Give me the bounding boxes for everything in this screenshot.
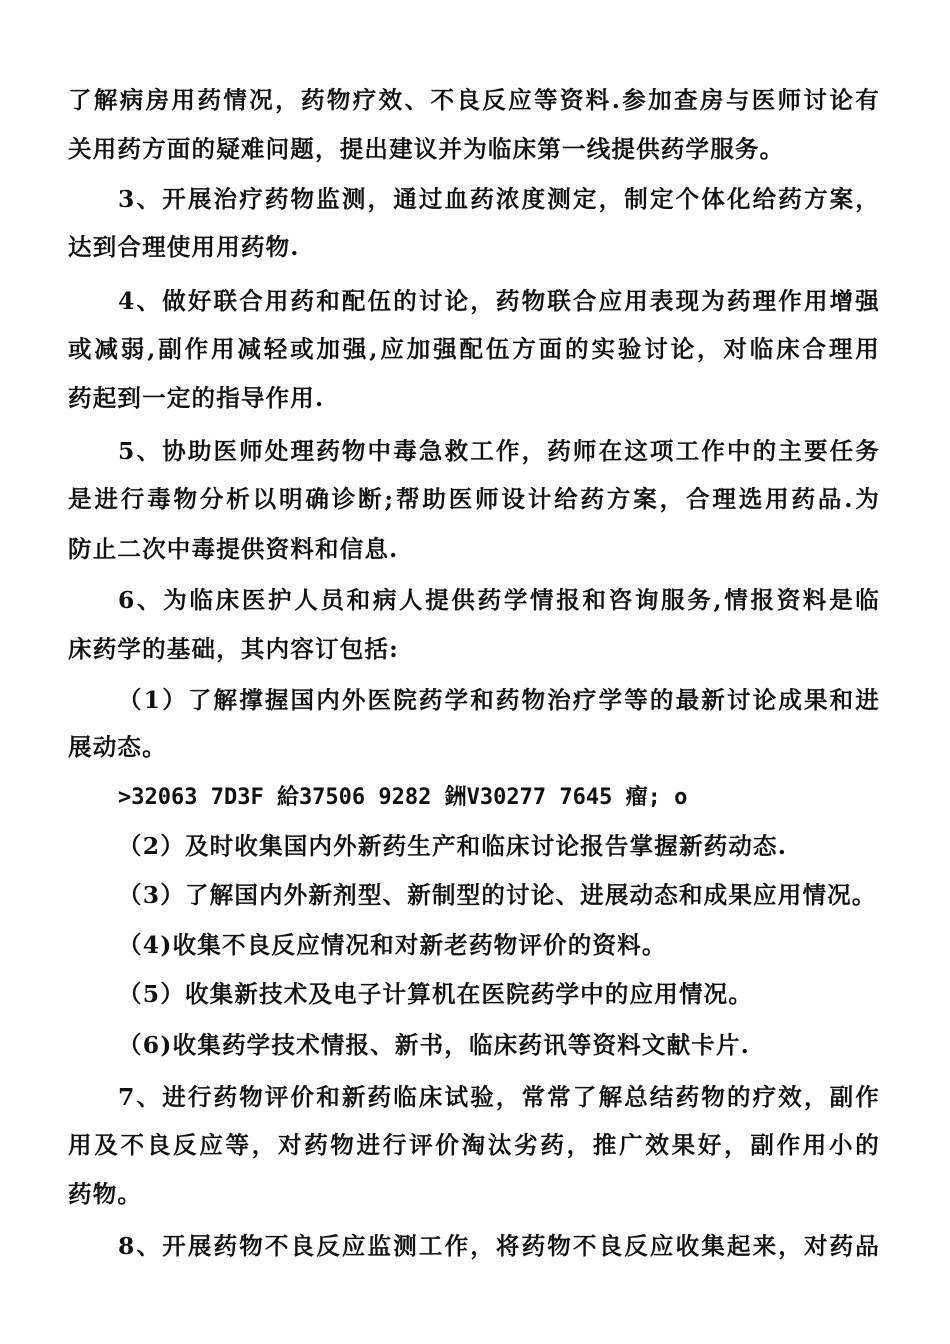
paragraph-line-1: 了解病房用药情况，药物疗效、不良反应等资料.参加查房与医师讨论有 bbox=[68, 86, 880, 114]
paragraph-line-8: 5、协助医师处理药物中毒急救工作，药师在这项工作中的主要任务 bbox=[118, 437, 880, 465]
paragraph-line-3: 3、开展治疗药物监测，通过血药浓度测定，制定个体化给药方案， bbox=[118, 185, 880, 213]
paragraph-line-5: 4、做好联合用药和配伍的讨论，药物联合应用表现为药理作用增强 bbox=[118, 287, 880, 315]
paragraph-line-4: 达到合理使用用药物. bbox=[68, 233, 300, 261]
paragraph-line-7: 药起到一定的指导作用. bbox=[68, 384, 325, 412]
paragraph-line-9: 是进行毒物分析以明确诊断;帮助医师设计给药方案，合理选用药品.为 bbox=[68, 485, 880, 513]
paragraph-line-23: 药物。 bbox=[68, 1180, 143, 1208]
paragraph-line-6: 或减弱,副作用减轻或加强,应加强配伍方面的实验讨论，对临床合理用 bbox=[68, 335, 880, 363]
paragraph-line-24: 8、开展药物不良反应监测工作，将药物不良反应收集起来，对药品 bbox=[118, 1232, 880, 1260]
paragraph-line-19: （5）收集新技术及电子计算机在医院药学中的应用情况。 bbox=[118, 980, 754, 1008]
paragraph-line-16: （2）及时收集国内外新药生产和临床讨论报告掌握新药动态. bbox=[118, 832, 788, 860]
paragraph-line-17: （3）了解国内外新剂型、新制型的讨论、进展动态和成果应用情况。 bbox=[118, 881, 877, 909]
paragraph-line-13: （1）了解撑握国内外医院药学和药物治疗学等的最新讨论成果和进 bbox=[118, 686, 880, 714]
paragraph-line-18: （4)收集不良反应情况和对新老药物评价的资料。 bbox=[118, 931, 667, 959]
paragraph-line-21: 7、进行药物评价和新药临床试验，常常了解总结药物的疗效，副作 bbox=[118, 1083, 880, 1111]
paragraph-line-2: 关用药方面的疑难问题，提出建议并为临床第一线提供药学服务。 bbox=[68, 135, 785, 163]
paragraph-line-14: 展动态。 bbox=[68, 733, 167, 761]
garbled-code-line: >32063 7D3F 給37506 9282 銂V30277 7645 瘤; o bbox=[118, 785, 688, 810]
paragraph-line-12: 床药学的基础，其内容订包括: bbox=[68, 635, 399, 663]
paragraph-line-22: 用及不良反应等，对药物进行评价淘汰劣药，推广效果好，副作用小的 bbox=[68, 1131, 880, 1159]
paragraph-line-11: 6、为临床医护人员和病人提供药学情报和咨询服务,情报资料是临 bbox=[118, 586, 880, 614]
paragraph-line-10: 防止二次中毒提供资料和信息. bbox=[68, 535, 399, 563]
paragraph-line-20: （6)收集药学技术情报、新书，临床药讯等资料文献卡片. bbox=[118, 1031, 751, 1059]
